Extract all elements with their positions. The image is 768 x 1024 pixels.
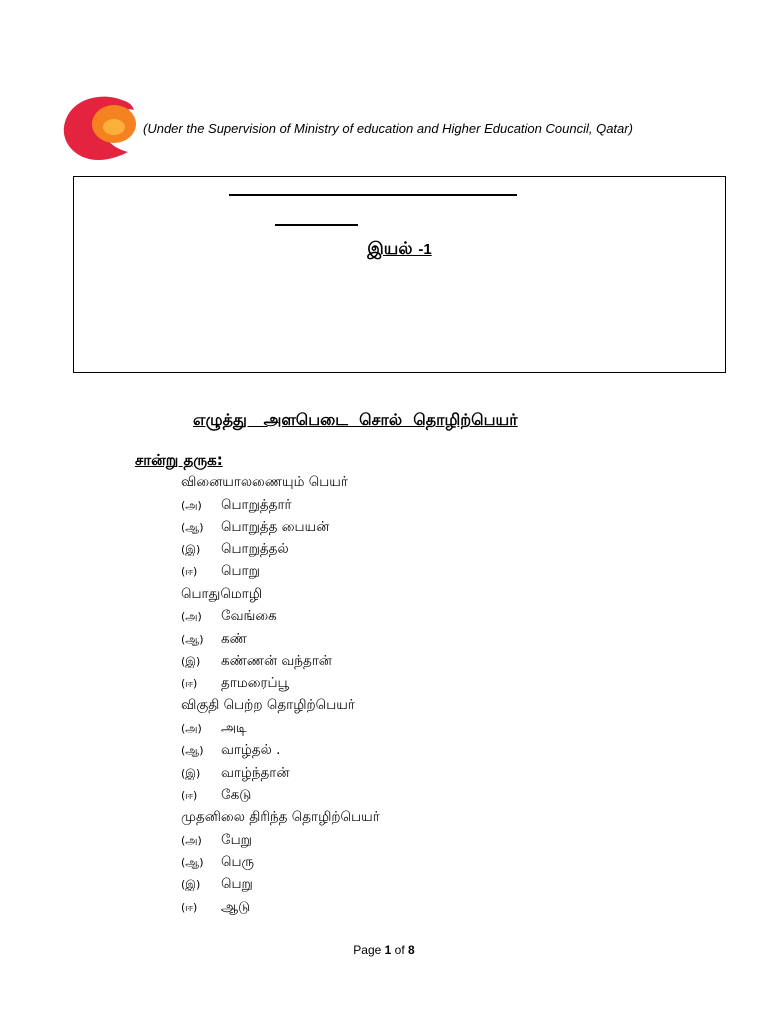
option-marker: (அ) [181,833,202,847]
option-row [181,541,289,559]
option-text: அடி [221,719,247,736]
option-marker: (அ) [181,498,202,512]
option-row [181,765,289,783]
title-box [73,176,726,373]
option-row [181,653,332,671]
option-row [181,787,251,805]
option-marker: (ஈ) [181,900,198,914]
chapter-number: -1 [418,241,432,258]
topic-heading: எழுத்து அளபெடை சொல் தொழிற்பெயர் [193,410,518,429]
page-footer [0,943,768,957]
option-row [181,742,280,760]
option-text: கண் [221,630,247,647]
option-row [181,832,252,850]
option-marker: (ஈ) [181,788,198,802]
option-marker: (ஆ) [181,744,204,758]
school-logo [62,94,138,162]
option-text: ஆடு [221,898,251,915]
question-prompt: பொதுமொழி [181,585,263,602]
instruction-heading: சான்று தருக: [135,451,223,469]
option-row [181,720,247,738]
option-text: கண்ணன் வந்தான் [221,652,332,669]
option-marker: (இ) [181,766,201,780]
question-prompt: வினையாலணையும் பெயர் [181,474,348,490]
option-text: வேங்கை [221,608,277,625]
option-row [181,563,260,581]
option-marker: (ஆ) [181,632,204,646]
supervision-note: (Under the Supervision of Ministry of education and Higher Education Council, Qatar) [143,121,633,136]
option-marker: (அ) [181,610,202,624]
question-prompt: விகுதி பெற்ற தொழிற்பெயர் [181,697,355,714]
option-row [181,497,292,515]
chapter-word: இயல் [367,239,413,259]
option-text: கேடு [221,786,252,803]
option-marker: (அ) [181,721,202,735]
blank-line-school [229,194,517,196]
option-row [181,519,329,537]
option-marker: (ஆ) [181,855,204,869]
option-marker: (இ) [181,878,201,892]
option-row [181,631,247,649]
option-text: வாழ்தல் . [221,742,281,759]
option-row [181,854,254,872]
option-text: பேறு [221,831,252,848]
option-marker: (இ) [181,654,201,668]
option-marker: (ஈ) [181,565,198,579]
current-page: 1 [384,943,392,957]
option-text: பொறு [221,563,260,580]
option-row [181,876,253,894]
blank-line-subject [275,224,358,226]
total-pages: 8 [408,943,415,957]
option-text: வாழ்ந்தான் [221,764,290,781]
option-marker: (இ) [181,543,201,557]
option-text: பெறு [221,876,253,893]
option-marker: (ஈ) [181,677,198,691]
option-text: பெரு [221,853,255,870]
option-text: தாமரைப்பூ [221,675,289,692]
of-word: of [394,943,405,957]
option-row [181,899,250,917]
option-text: பொறுத்தார் [221,496,292,513]
chapter-heading [74,239,725,261]
question-prompt: முதனிலை திரிந்த தொழிற்பெயர் [181,809,380,826]
option-text: பொறுத்தல் [221,541,289,558]
option-marker: (ஆ) [181,520,204,534]
page-word: Page [353,943,382,957]
option-row [181,675,289,693]
option-text: பொறுத்த பையன் [221,518,330,535]
option-row [181,608,277,626]
